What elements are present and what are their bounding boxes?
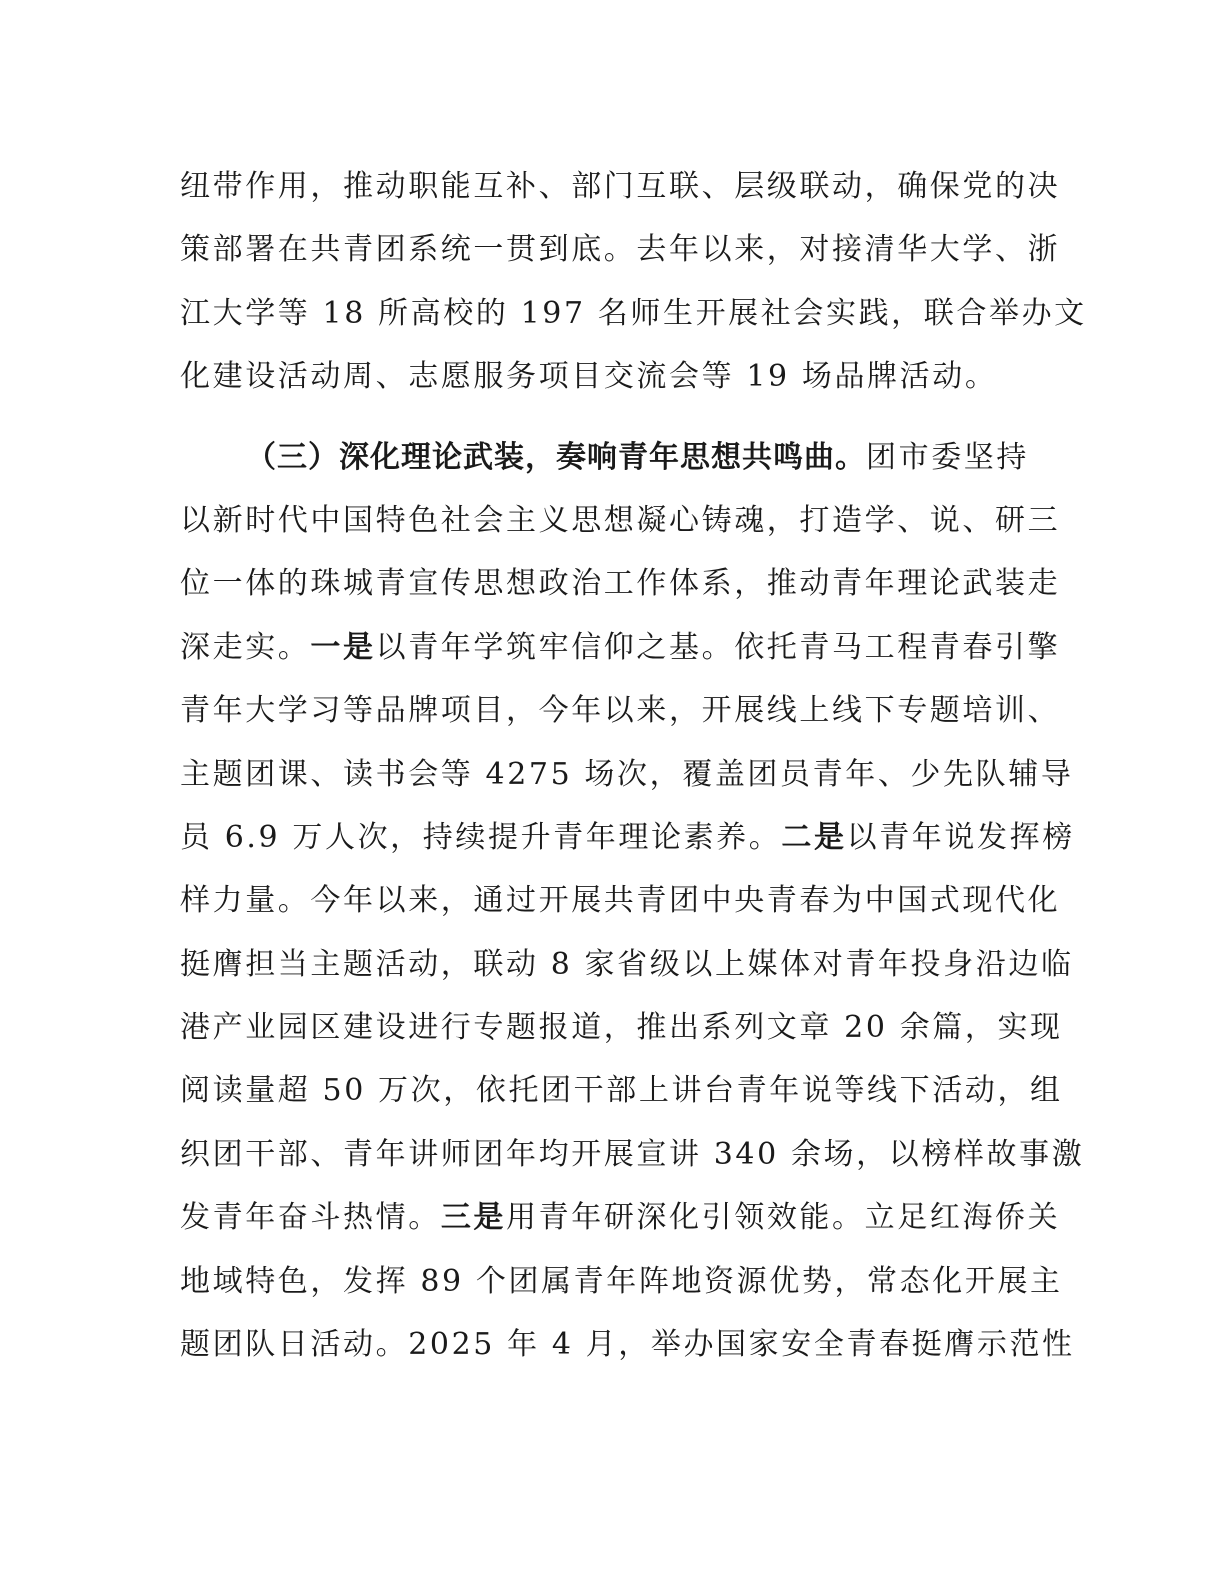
text-line: 港产业园区建设进行专题报道，推出系列文章 20 余篇，实现: [180, 1010, 1063, 1046]
text-line: [180, 1186, 1061, 1249]
text-line: [180, 426, 1040, 489]
text-line: 样力量。今年以来，通过开展共青团中央青春为中国式现代化: [180, 883, 1061, 919]
text-line: 阅读量超 50 万次，依托团干部上讲台青年说等线下活动，组: [180, 1073, 1063, 1109]
paragraph-2: [180, 426, 1085, 1377]
paragraph-1: [180, 155, 1087, 409]
text-line: 江大学等 18 所高校的 197 名师生开展社会实践，联合举办文: [180, 295, 1087, 331]
text-line: [180, 806, 1075, 869]
text-run: 以青年说发挥榜: [846, 819, 1075, 855]
text-line: 化建设活动周、志愿服务项目交流会等 19 场品牌活动。: [180, 359, 998, 395]
document-page: [180, 155, 1087, 1376]
text-line: 纽带作用，推动职能互补、部门互联、层级联动，确保党的决: [180, 169, 1061, 204]
text-line: 挺膺担当主题活动，联动 8 家省级以上媒体对青年投身沿边临: [180, 946, 1074, 982]
text-line: 策部署在共青团系统一贯到底。去年以来，对接清华大学、浙: [180, 232, 1061, 268]
item-marker-2: 二是: [781, 819, 847, 855]
text-run: 用青年研深化引领效能。立足红海侨关: [506, 1200, 1061, 1236]
text-line: 织团干部、青年讲师团年均开展宣讲 340 余场，以榜样故事激: [180, 1136, 1085, 1172]
item-marker-3: 三是: [440, 1200, 507, 1236]
text-line: 地域特色，发挥 89 个团属青年阵地资源优势，常态化开展主: [180, 1263, 1063, 1299]
text-line: 题团队日活动。2025 年 4 月，举办国家安全青春挺膺示范性: [180, 1327, 1075, 1363]
text-run: 以青年学筑牢信仰之基。依托青马工程青春引擎: [375, 629, 1061, 665]
text-run: 发青年奋斗热情。: [180, 1200, 441, 1236]
section-heading: （三）深化理论武装，奏响青年思想共鸣曲。: [246, 439, 866, 475]
text-line: 以新时代中国特色社会主义思想凝心铸魂，打造学、说、研三: [180, 502, 1061, 538]
paragraph-spacer: [180, 409, 1040, 426]
text-line: [180, 616, 1061, 679]
text-line: 位一体的珠城青宣传思想政治工作体系，推动青年理论武装走: [180, 566, 1061, 602]
text-run: 员 6.9 万人次，持续提升青年理论素养。: [180, 819, 782, 855]
text-run: 深走实。: [180, 629, 311, 665]
text-line: 青年大学习等品牌项目，今年以来，开展线上线下专题培训、: [180, 693, 1061, 729]
text-line: 主题团课、读书会等 4275 场次，覆盖团员青年、少先队辅导: [180, 756, 1074, 792]
item-marker-1: 一是: [310, 629, 376, 665]
text-run: 团市委坚持: [866, 439, 1029, 475]
